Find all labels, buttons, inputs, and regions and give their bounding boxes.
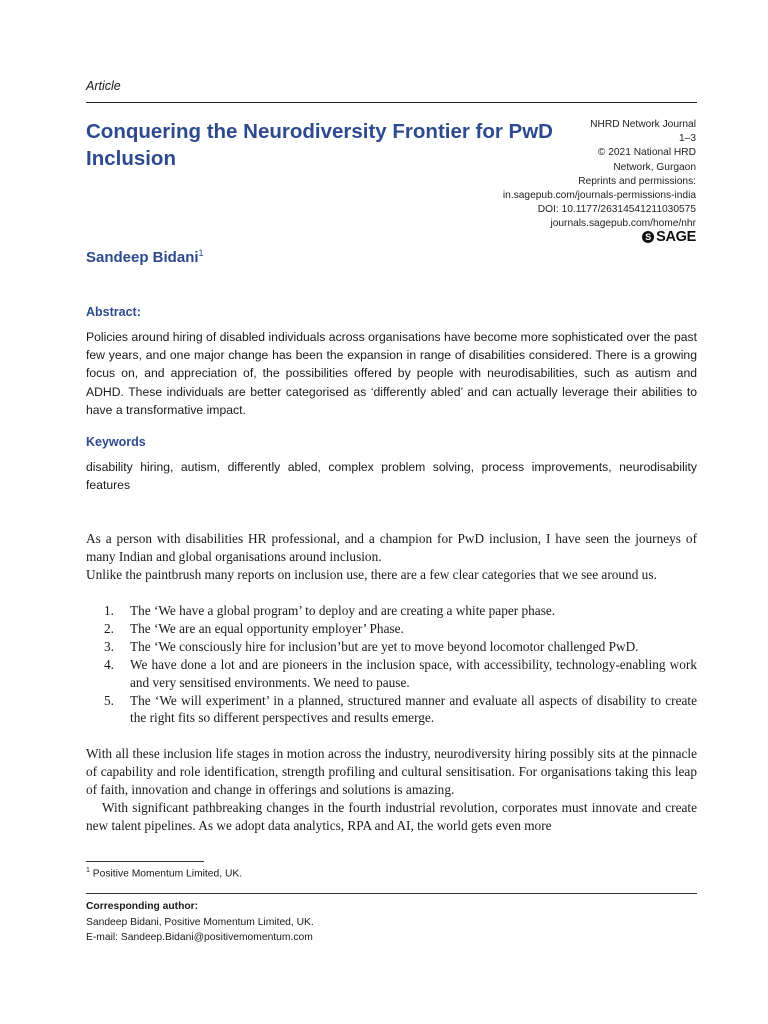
keywords-heading: Keywords: [86, 435, 146, 449]
corresponding-rule: [86, 893, 697, 894]
intro-paragraph: As a person with disabilities HR professional, and a champion for PwD inclusion, I have seen the journeys of many Indian and global organisations around inclusion.: [86, 531, 697, 564]
sage-logo-text: SAGE: [656, 229, 696, 245]
list-item-text: The ‘We have a global program’ to deploy and are creating a white paper phase.: [130, 603, 556, 618]
list-item: [86, 602, 697, 620]
list-item: [86, 692, 697, 728]
permissions-link[interactable]: in.sagepub.com/journals-permissions-india: [502, 190, 696, 202]
footnote-rule: [86, 861, 204, 862]
body-paragraph-3: With significant pathbreaking changes in the fourth industrial revolution, corporates must innovate and create new talent pipelines. As we adopt data analytics, RPA and AI, the world gets even more: [86, 800, 697, 833]
list-number: 2.: [104, 620, 114, 636]
footnote: [86, 867, 242, 879]
article-type-label: Article: [86, 79, 121, 93]
author-name: [86, 248, 204, 266]
journal-meta: [456, 118, 696, 232]
abstract-heading: Abstract:: [86, 305, 141, 319]
corresponding-author-email[interactable]: E-mail: Sandeep.Bidani@positivemomentum.com: [86, 932, 313, 943]
list-item-text: The ‘We will experiment’ in a planned, structured manner and evaluate all aspects of disability to create the right fits so different perspectives and results emerge.: [130, 692, 697, 726]
header-rule: [86, 102, 697, 103]
list-item: [86, 620, 697, 638]
keywords-text: disability hiring, autism, differently abled, complex problem solving, process improvements, neurodisability features: [86, 460, 697, 493]
page-range: 1–3: [679, 133, 696, 145]
list-item: [86, 656, 697, 692]
corresponding-author-heading: Corresponding author:: [86, 901, 199, 912]
list-number: 1.: [104, 603, 114, 618]
article-title: Conquering the Neurodiversity Frontier for PwD Inclusion: [86, 120, 553, 170]
footnote-text: Positive Momentum Limited, UK.: [92, 868, 243, 880]
list-number: 3.: [104, 638, 114, 654]
abstract-text: Policies around hiring of disabled individuals across organisations have become more sophisticated over the past few years, and one major change has been the expansion in range of disabilities considered. There is a growing focus on, and appreciation of, the possibilities offered by people with neurodisabilities, such as autism and ADHD. These individuals are better categorised as ‘differently abled’ and can actually leverage their abilities to have a transformative impact.: [86, 330, 697, 417]
body-paragraph-1: [86, 530, 697, 584]
sage-logo: [642, 229, 696, 245]
footnote-marker: 1: [86, 867, 90, 874]
sage-s-icon: S: [642, 231, 654, 243]
inclusion-phases-list: [86, 602, 697, 727]
reprints-label: Reprints and permissions:: [578, 175, 696, 187]
list-item-text: We have done a lot and are pioneers in the inclusion space, with accessibility, technology-enabling work and very sensitised environments. We need to pause.: [130, 656, 697, 690]
categories-intro: Unlike the paintbrush many reports on inclusion use, there are a few clear categories that we see around us.: [86, 566, 657, 582]
copyright-line-2: Network, Gurgaon: [613, 161, 696, 173]
list-item-text: The ‘We are an equal opportunity employer’ Phase.: [130, 620, 404, 636]
journal-home-link[interactable]: journals.sagepub.com/home/nhr: [550, 218, 696, 230]
body-paragraph-2: With all these inclusion life stages in motion across the industry, neurodiversity hiring possibly sits at the pinnacle of capability and role identification, strength profiling and cultural sensitisation. For organisations taking this leap of faith, innovation and change in offerings and solutions is amazing.: [86, 746, 697, 797]
affiliation-marker: 1: [198, 248, 204, 258]
author-name-text: Sandeep Bidani: [86, 249, 199, 266]
list-number: 5.: [104, 692, 114, 708]
list-number: 4.: [104, 656, 114, 672]
corresponding-author-name: Sandeep Bidani, Positive Momentum Limited, UK.: [86, 917, 314, 928]
doi-link[interactable]: DOI: 10.1177/26314541211030575: [537, 204, 696, 216]
list-item: [86, 638, 697, 656]
copyright-line: © 2021 National HRD: [597, 147, 696, 159]
journal-name: NHRD Network Journal: [590, 119, 696, 130]
list-item-text: The ‘We consciously hire for inclusion’but are yet to move beyond locomotor challenged PwD.: [130, 638, 639, 654]
